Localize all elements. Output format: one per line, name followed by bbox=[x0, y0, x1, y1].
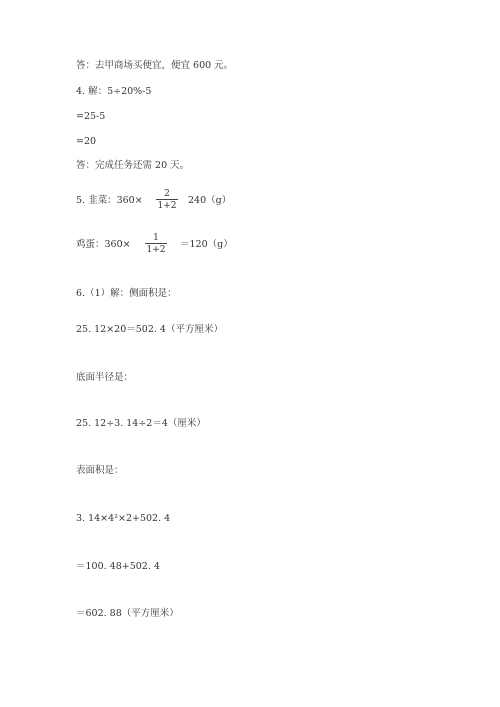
answer-line-4: 答：去甲商场买便宜，便宜 600 元。 bbox=[76, 60, 234, 71]
q4-step-1: =25-5 bbox=[76, 111, 106, 122]
q4-solution-line: 4. 解：5÷20%-5 bbox=[76, 86, 152, 97]
q6-surface-calc-1: 3. 14×4²×2+502. 4 bbox=[76, 513, 171, 524]
q6-radius-calc: 25. 12÷3. 14÷2＝4（厘米） bbox=[76, 418, 206, 429]
fraction-numerator: 1 bbox=[153, 233, 159, 243]
q6-surface-label: 表面积是： bbox=[76, 465, 124, 476]
q6-heading: 6.（1）解：侧面积是： bbox=[76, 288, 177, 299]
q6-surface-result: ＝602. 88（平方厘米） bbox=[76, 608, 179, 619]
q4-step-2: =20 bbox=[76, 136, 97, 147]
fraction-denominator: 1+2 bbox=[146, 245, 166, 255]
q6-radius-label: 底面半径是： bbox=[76, 372, 134, 383]
q5-leek-line: 5. 韭菜：360× bbox=[76, 195, 143, 206]
q5-egg-fraction bbox=[145, 233, 167, 255]
q6-lateral-area: 25. 12×20＝502. 4（平方厘米） bbox=[76, 324, 223, 335]
q5-leek-result: 240（g） bbox=[188, 195, 232, 206]
fraction-numerator: 2 bbox=[164, 189, 170, 199]
q4-answer-line: 答：完成任务还需 20 天。 bbox=[76, 160, 190, 171]
q5-egg-line: 鸡蛋：360× bbox=[76, 239, 131, 250]
q5-egg-result: ＝120（g） bbox=[180, 239, 233, 250]
q5-leek-fraction bbox=[156, 189, 178, 211]
q6-surface-calc-2: ＝100. 48+502. 4 bbox=[76, 561, 160, 572]
fraction-denominator: 1+2 bbox=[157, 201, 177, 211]
